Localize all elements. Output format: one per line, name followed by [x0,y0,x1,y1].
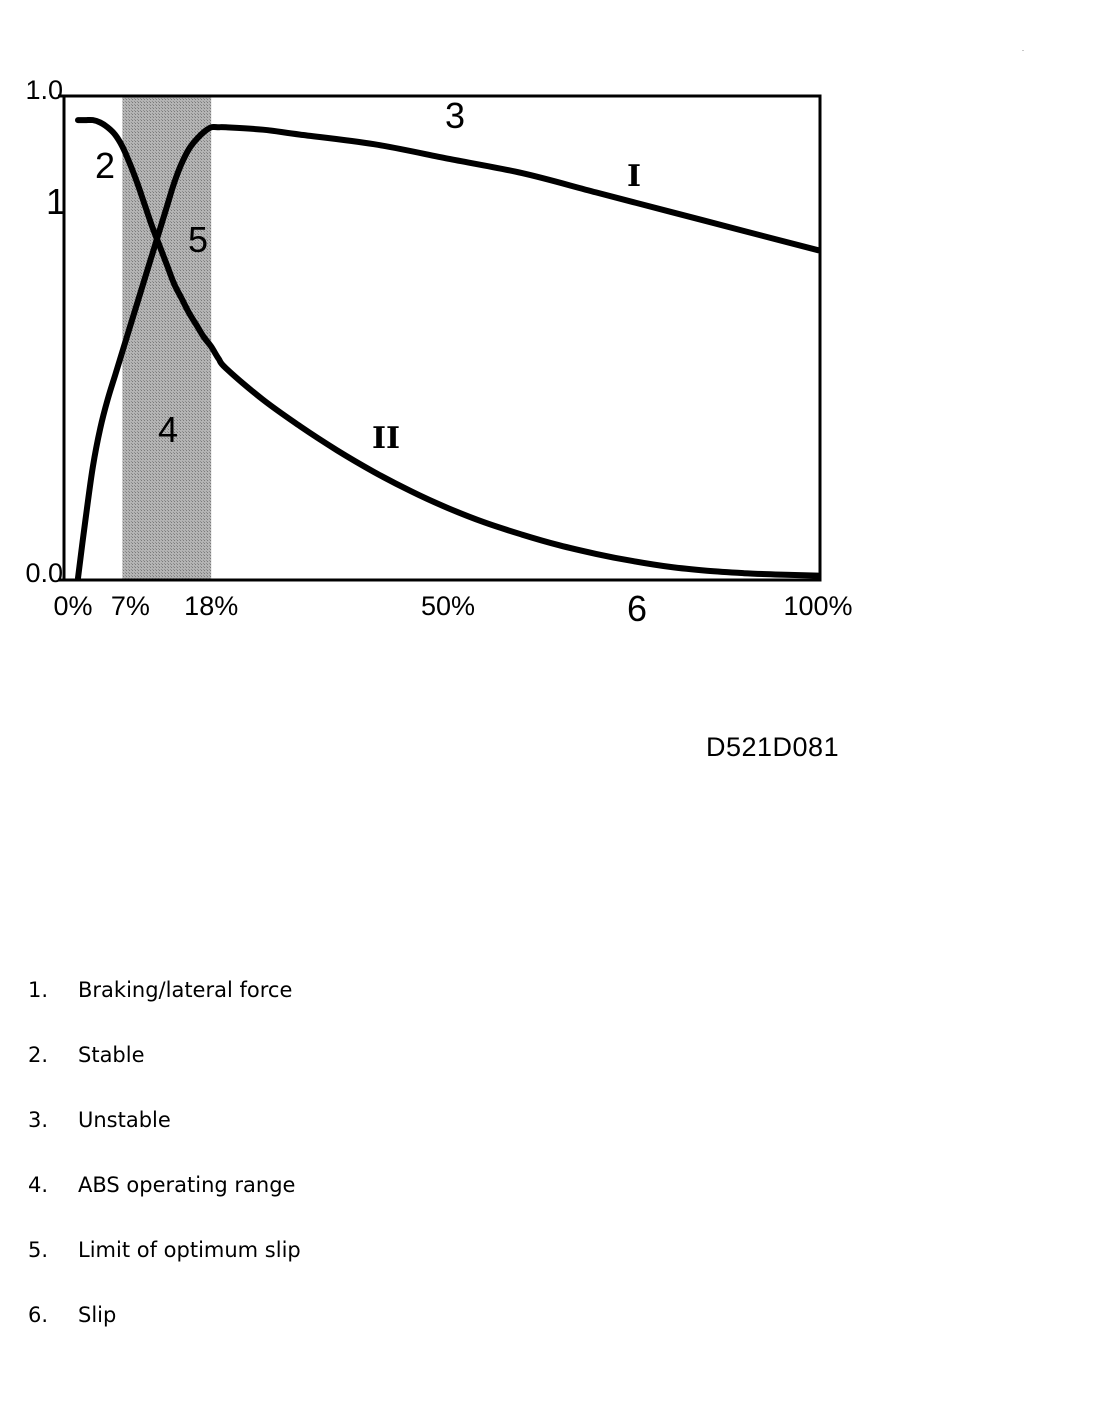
y-tick-label-bottom: 0.0 [25,558,63,588]
legend-item-text: Stable [78,1043,145,1067]
legend-item [28,1303,301,1368]
scan-speck [1022,50,1024,51]
legend-item [28,1043,301,1108]
callout-1: 1 [45,181,67,222]
legend-item-number: 5. [28,1238,49,1262]
abs-range-shading [122,97,211,580]
callout-4: 4 [157,409,179,450]
x-tick-label-0: 0% [53,591,93,621]
legend-item-text: Unstable [78,1108,171,1132]
series-label-II: II [371,421,401,456]
legend-item-text: ABS operating range [78,1173,296,1197]
legend-item [28,1238,301,1303]
drawing-code: D521D081 [706,732,840,762]
legend-item-text: Slip [78,1303,117,1327]
slip-chart [0,0,1120,700]
series-label-I: I [626,159,642,194]
x-tick-label-7: 7% [110,591,150,621]
legend-item-number: 2. [28,1043,49,1067]
callout-2: 2 [94,145,116,186]
x-tick-label-100: 100% [783,591,853,621]
legend-item-number: 1. [28,978,49,1002]
legend-item [28,978,301,1043]
legend-list [28,978,301,1368]
legend-item [28,1108,301,1173]
callout-5: 5 [187,219,209,260]
x-tick-label-50: 50% [420,591,476,621]
y-tick-label-top: 1.0 [25,75,63,105]
legend-item-number: 4. [28,1173,49,1197]
legend-item-text: Braking/lateral force [78,978,293,1002]
legend-item-text: Limit of optimum slip [78,1238,301,1262]
legend-item-number: 6. [28,1303,49,1327]
legend-item-number: 3. [28,1108,49,1132]
callout-6: 6 [626,588,648,629]
callout-3: 3 [444,95,466,136]
x-tick-label-18: 18% [184,591,239,621]
legend-item [28,1173,301,1238]
